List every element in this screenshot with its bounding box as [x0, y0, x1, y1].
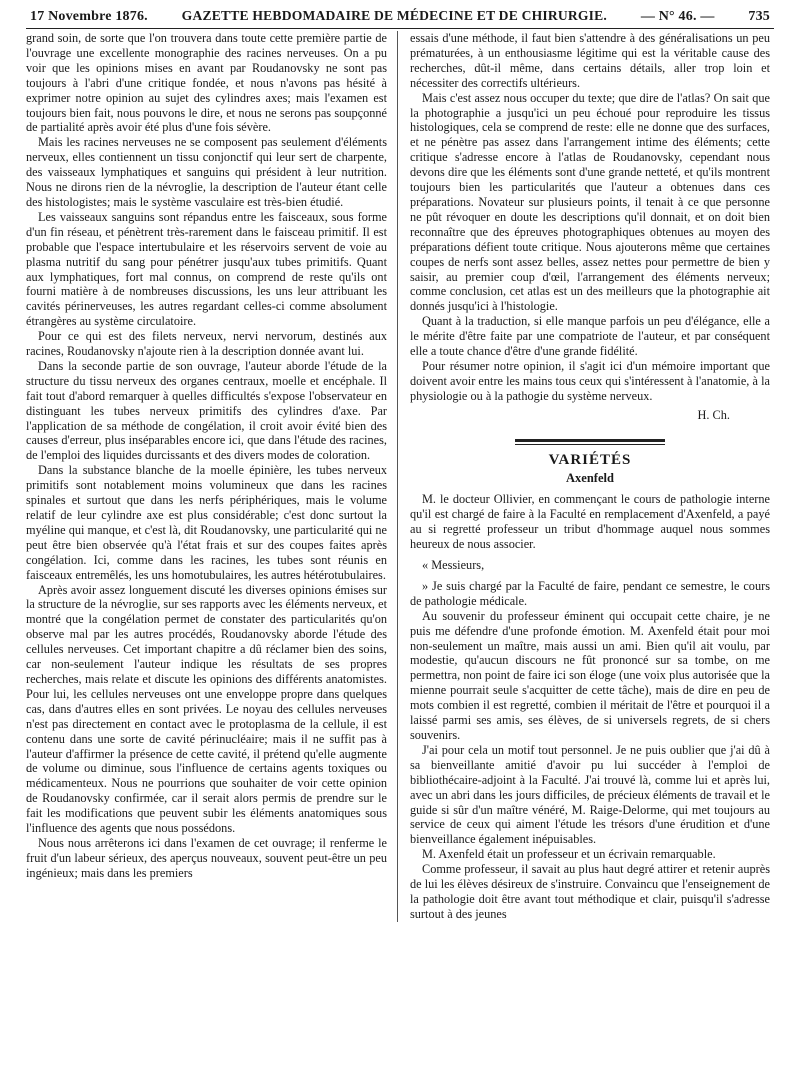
paragraph: Comme professeur, il savait au plus haut degré attirer et retenir auprès de lui les élèves désireux de s'instruire. Convaincu que l'enseignement de la pathologie doit être avant tout méthodique et clair, puisqu'il s'adresse surtout à des jeunes — [410, 862, 770, 921]
paragraph: M. le docteur Ollivier, en commençant le cours de pathologie interne qu'il est chargé de faire à la Faculté en remplacement d'Axenfeld, a payé au si regretté professeur un tribut d'hommage auquel nous sommes heureux de nous associer. — [410, 492, 770, 552]
right-column — [398, 31, 770, 922]
left-column — [26, 31, 398, 922]
paragraph: Les vaisseaux sanguins sont répandus entre les faisceaux, sous forme d'un fin réseau, et pénètrent très-rarement dans le faisceau primitif. Il est probable que l'espace intertubulaire et les réservoirs servent de voie au plasma nutritif du sang pour pénétrer jusqu'aux tubes primitifs. Quant aux lymphatiques, fort mal connus, on comprend de reste qu'ils ont fourni matière à de nombreuses discussions, les uns leur attribuant les cavités périnerveuses, les autres regardant celles-ci comme absolument étrangères au système circulatoire. — [26, 209, 387, 329]
divider-thin-line — [515, 444, 665, 445]
paragraph: » Je suis chargé par la Faculté de faire, pendant ce semestre, le cours de pathologie médicale. — [410, 578, 770, 608]
paragraph: « Messieurs, — [422, 558, 485, 572]
divider-thick-line — [515, 439, 665, 442]
paragraph: Pour résumer notre opinion, il s'agit ici d'un mémoire important que doivent avoir entre les mains tous ceux qui s'intéressent à l'anatomie, à la physiologie ou à la pathogie du système nerveux. — [410, 358, 770, 403]
paragraph: Quant à la traduction, si elle manque parfois un peu d'élégance, elle a le mérite d'être faite par une compatriote de l'auteur, et par conséquent elle a toute chance d'être d'une grande fidélité. — [410, 314, 770, 359]
paragraph: grand soin, de sorte que l'on trouvera dans toute cette première partie de l'ouvrage une excellente monographie des racines nerveuses. On a pu voir que les opinions mises en avant par Roudanovsky ne sont pas toujours à l'abri d'une critique fondée, et nous n'avons pas hésité à exprimer notre opinion au sujet des cylindres axes; mais l'examen est toujours bien fait, nous pouvons le dire, et nous ne serons pas soupçonné de partialité après avoir été plus d'une fois sévère. — [26, 31, 387, 135]
paragraph: Mais les racines nerveuses ne se composent pas seulement d'éléments nerveux, elles contiennent un tissu conjonctif qui leur sert de charpente, des vaisseaux lymphatiques et sanguins qui président à leur nutrition. Nous ne dirons rien de la névroglie, la description de l'auteur étant celle des histologistes; mais le système vasculaire est très-bien étudié. — [26, 135, 387, 209]
article-columns — [26, 31, 774, 922]
header-issue: — N° 46. — — [640, 9, 715, 24]
paragraph: Dans la seconde partie de son ouvrage, l'auteur aborde l'étude de la structure du tissu nerveux des organes centraux, moelle et encéphale. Il fait tout d'abord remarquer à quelles difficultés s'expose l'observateur en distinguant les tubes nerveux primitifs des cylindres d'axe. Par l'application de sa méthode de congélation, il croit avoir évité bien des causes d'erreur, plus inséparables encore ici, que dans l'étude des racines, de l'emploi des liquides durcissants et des divers modes de coloration. — [26, 358, 387, 463]
paragraph: Après avoir assez longuement discuté les diverses opinions émises sur la structure de la névroglie, sur ses rapports avec les éléments nerveux, et montré que la congélation permet de constater des particularités qu'on observe mal par les autres procédés, Roudanovsky aborde l'étude des cellules nerveuses. Cet important chapitre a dû réclamer bien des soins, car non-seulement l'auteur indique les résultats de ses propres recherches, mais relate et discute les opinions des différents anatomistes. Pour lui, les cellules nerveuses ont une enveloppe propre dans quelques cas, dans d'autres elles en sont privées. Le noyau des cellules nerveuses n'est pas directement en contact avec le protoplasma de la cellule, il est contenu dans une sorte de cavité périnucléaire; mais il ne suffit pas à l'auteur d'affirmer la présence de cette cavité, il prétend qu'elle augmente de volume ou diminue, sous l'influence de certains agents toxiques ou médicamenteux. Nous ne pourrions que souhaiter de voir cette opinion de Roudanovsky confirmée, car il serait alors permis de prendre sur le fait les modifications que peuvent subir les éléments anatomiques sous l'influence des agents que nous possédons. — [26, 582, 387, 836]
author-signature: H. Ch. — [697, 407, 730, 422]
header-title: GAZETTE HEBDOMADAIRE DE MÉDECINE ET DE CHIRURGIE. — [181, 8, 608, 23]
section-subtitle: Axenfeld — [566, 471, 614, 486]
paragraph: M. Axenfeld était un professeur et un écrivain remarquable. — [422, 847, 716, 862]
paragraph: Dans la substance blanche de la moelle épinière, les tubes nerveux primitifs sont notablement moins volumineux que dans les racines spinales et surtout que dans les nerfs périphériques, mais le volume relatif de leur cylindre axe est plus considérable; c'est donc surtout la myéline qui manque, et c'est là, dit Roudanovsky, une particularité qui ne peut être bien observée qu'à l'état frais et sur des coupes faites après congélation. Ici, comme dans les racines, les tubes sont réunis en faisceaux entremêlés, les uns homotubulaires, les autres hétérotubulaires. — [26, 463, 387, 582]
paragraph: essais d'une méthode, il faut bien s'attendre à des généralisations un peu prématurées, à un enthousiasme légitime qui est la véritable cause des recherches, dût-il même, dans certains détails, aller trop loin et nécessiter des correctifs ultérieurs. — [410, 31, 770, 90]
paragraph: Au souvenir du professeur éminent qui occupait cette chaire, je ne puis me défendre d'une profonde émotion. M. Axenfeld était pour moi non-seulement un maître, mais aussi un ami. Bien qu'il ait voulu, par modestie, qu'aucun discours ne fût prononcé sur sa tombe, on me permettra, non point de faire ici son éloge (une voix plus autorisée que la mienne pourrait seule s'acquitter de cette tâche), mais de dire en peu de mots combien il est regretté, combien il méritait de l'être et pourquoi il a laissé parmi ses amis, ses élèves, de si universels regrets, de si chers souvenirs. — [410, 608, 770, 742]
paragraph: Pour ce qui est des filets nerveux, nervi nervorum, destinés aux racines, Roudanovsky n'ajoute rien à la description donnée avant lui. — [26, 329, 387, 359]
header-page-number: 735 — [748, 9, 770, 24]
paragraph: Mais c'est assez nous occuper du texte; que dire de l'atlas? On sait que la photographie a jusqu'ici un peu échoué pour reproduire les tissus histologiques, cela se comprend de reste: elle ne donne que des surfaces, et ne pénètre pas assez dans l'arrangement intime des éléments; cette critique s'adresse encore à l'atlas de Roudanovsky, cependant nous devons dire que les éléments sont d'une grande netteté, et qu'ils montrent toujours bien les particularités que l'auteur a obtenues dans ces préparations. Novateur sur plusieurs points, il tenait à ce que personne ne pût révoquer en doute les descriptions qu'il donnait, et on doit bien reconnaître que des épreuves photographiques obtenues au moyen des préparations défient toute critique. Nous ajouterons même que certaines coupes de nerfs sont assez belles, assez nettes pour permettre de bien y saisir, au premier coup d'œil, l'arrangement des éléments nerveux; comme conclusion, cet atlas est un des meilleurs que la photographie ait donnés jusqu'ici à l'histologie. — [410, 90, 770, 314]
section-divider — [410, 439, 770, 445]
paragraph: Nous nous arrêterons ici dans l'examen de cet ouvrage; il renferme le fruit d'un labeur sérieux, des aperçus nouveaux, souvent peut-être un peu ingénieux; mais dans les premiers — [26, 835, 387, 880]
paragraph: J'ai pour cela un motif tout personnel. Je ne puis oublier que j'ai dû à sa bienveillante amitié d'avoir pu lui succéder à l'emploi de bibliothécaire-adjoint à la Faculté. J'ai trouvé là, comme lui et après lui, avec un abri dans les jours difficiles, de précieux éléments de travail et le guide si sûr d'un maître vénéré, M. Raige-Delorme, qui met toujours au service de ceux qui aiment l'étude les trésors d'une érudition et d'une bienveillance également inépuisables. — [410, 742, 770, 847]
page-header — [26, 6, 774, 29]
section-title: VARIÉTÉS — [548, 451, 632, 468]
header-date: 17 Novembre 1876. — [30, 9, 148, 24]
